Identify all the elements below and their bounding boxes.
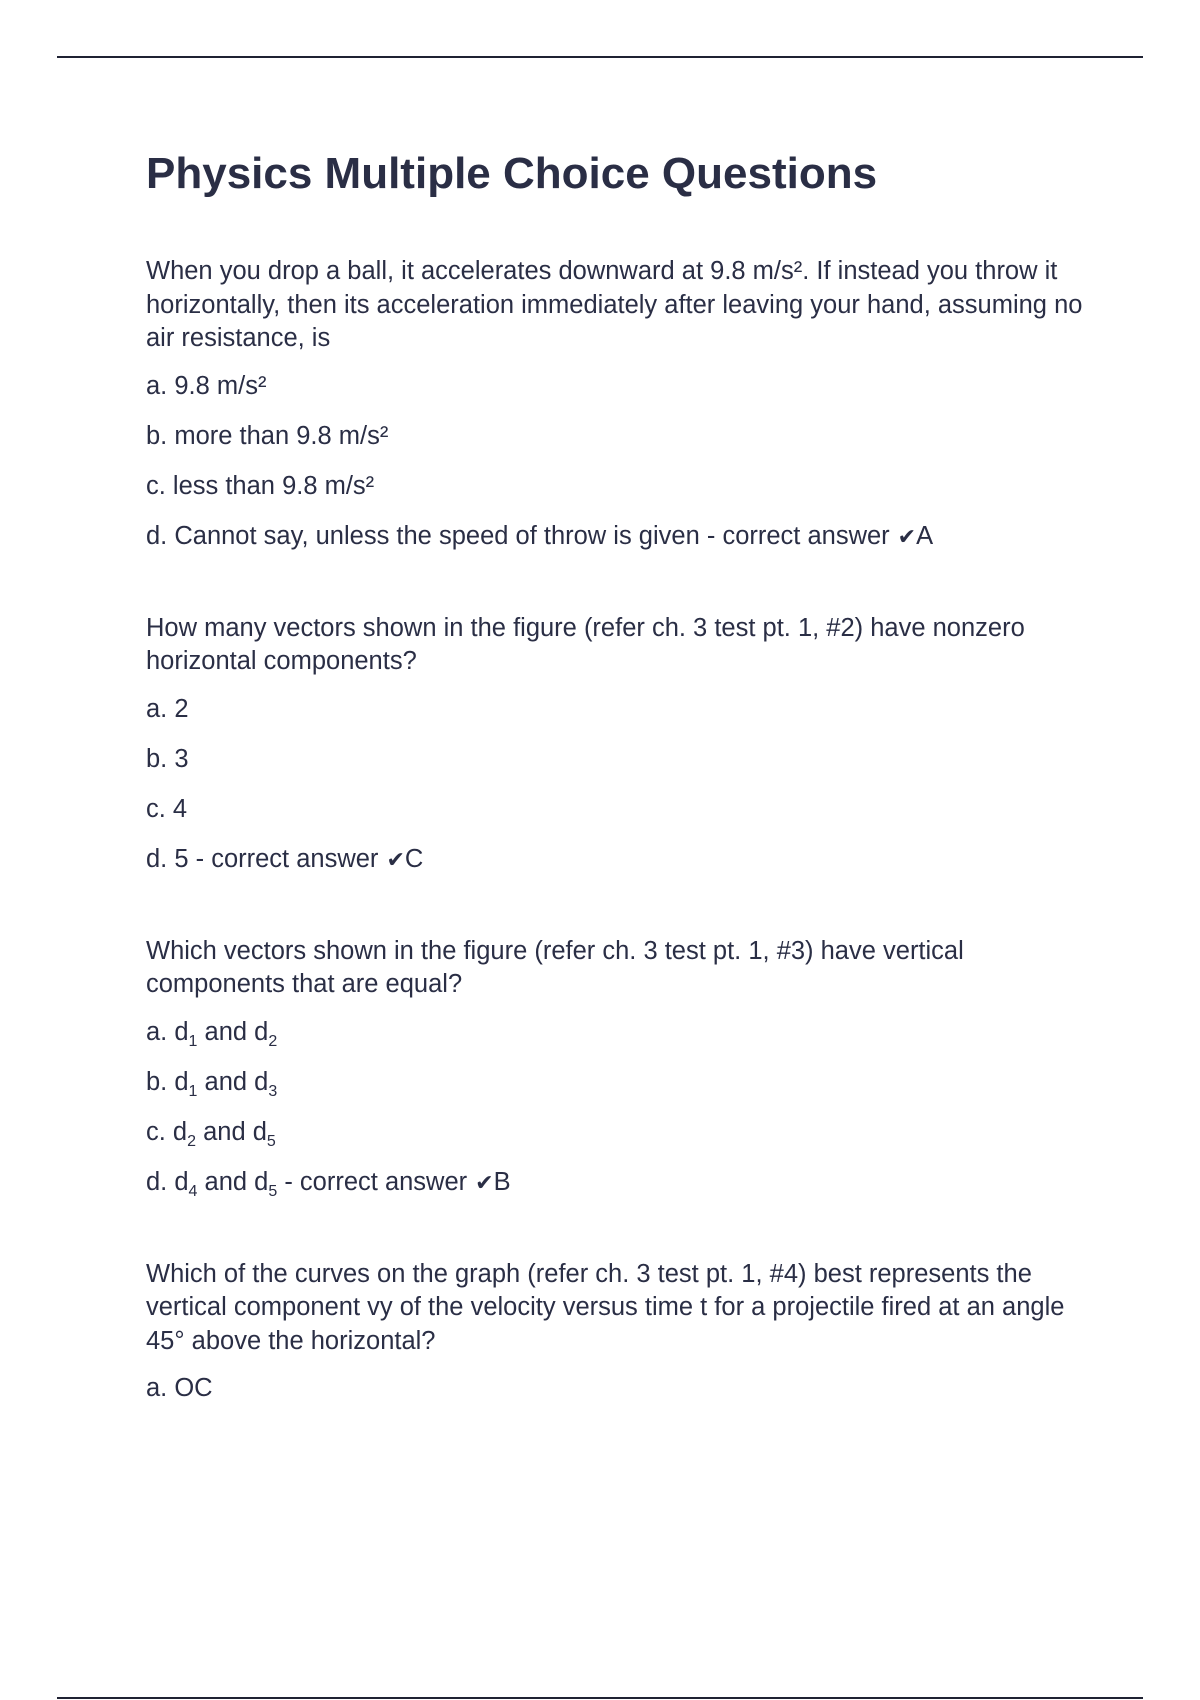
option-a: a. OC xyxy=(146,1374,213,1402)
check-mark-icon: ✔ xyxy=(386,846,405,872)
bottom-rule xyxy=(57,1697,1143,1699)
question-2 xyxy=(146,612,1086,877)
correct-answer-letter: C xyxy=(404,844,424,873)
option-d xyxy=(146,519,1086,554)
question-3 xyxy=(146,935,1086,1200)
question-stem: When you drop a ball, it accelerates downward at 9.8 m/s². If instead you throw it horizontally, then its acceleration immediately after leaving your hand, assuming no air resistance, is xyxy=(146,257,1083,352)
correct-answer-label: - correct answer xyxy=(699,521,890,550)
question-stem: Which of the curves on the graph (refer ch. 3 test pt. 1, #4) best represents the vertical component vy of the velocity versus time t for a projectile fired at an angle 45° above the horizontal? xyxy=(146,1259,1065,1355)
option-b: b. more than 9.8 m/s² xyxy=(146,421,389,450)
option-text: d. Cannot say, unless the speed of throw is given xyxy=(146,521,700,550)
option-text: d. 5 xyxy=(146,844,189,873)
question-4 xyxy=(146,1258,1086,1407)
correct-answer-letter: A xyxy=(916,521,934,550)
top-rule xyxy=(57,56,1143,58)
option-d: d. $d_4$ and $d_5$ - correct answer ✔B xyxy=(146,1167,511,1200)
option-b: b. $d_1$ and $d_3$ xyxy=(146,1067,278,1100)
correct-answer-letter: B xyxy=(493,1167,511,1196)
check-mark-icon: ✔ xyxy=(475,1169,494,1195)
page-title: Physics Multiple Choice Questions xyxy=(146,149,878,198)
option-c: c. less than 9.8 m/s² xyxy=(146,471,375,500)
check-mark-icon: ✔ xyxy=(897,523,917,549)
question-stem: Which vectors shown in the figure (refer ch. 3 test pt. 1, #3) have vertical components that are equal? xyxy=(146,936,964,998)
correct-answer-label: - correct answer xyxy=(188,844,379,873)
option-b: b. 3 xyxy=(146,744,189,773)
correct-answer-label: - correct answer xyxy=(277,1167,468,1196)
option-a: a. $d_1$ and $d_2$ xyxy=(146,1017,278,1050)
option-a: a. 2 xyxy=(146,694,189,723)
question-1 xyxy=(146,255,1086,554)
option-a: a. 9.8 m/s² xyxy=(146,371,267,400)
document-body xyxy=(146,148,1086,1421)
option-c: c. 4 xyxy=(146,794,188,823)
option-d xyxy=(146,842,1086,877)
option-c: c. $d_2$ and $d_5$ xyxy=(146,1117,276,1150)
question-stem: How many vectors shown in the figure (refer ch. 3 test pt. 1, #2) have nonzero horizontal components? xyxy=(146,613,1025,675)
